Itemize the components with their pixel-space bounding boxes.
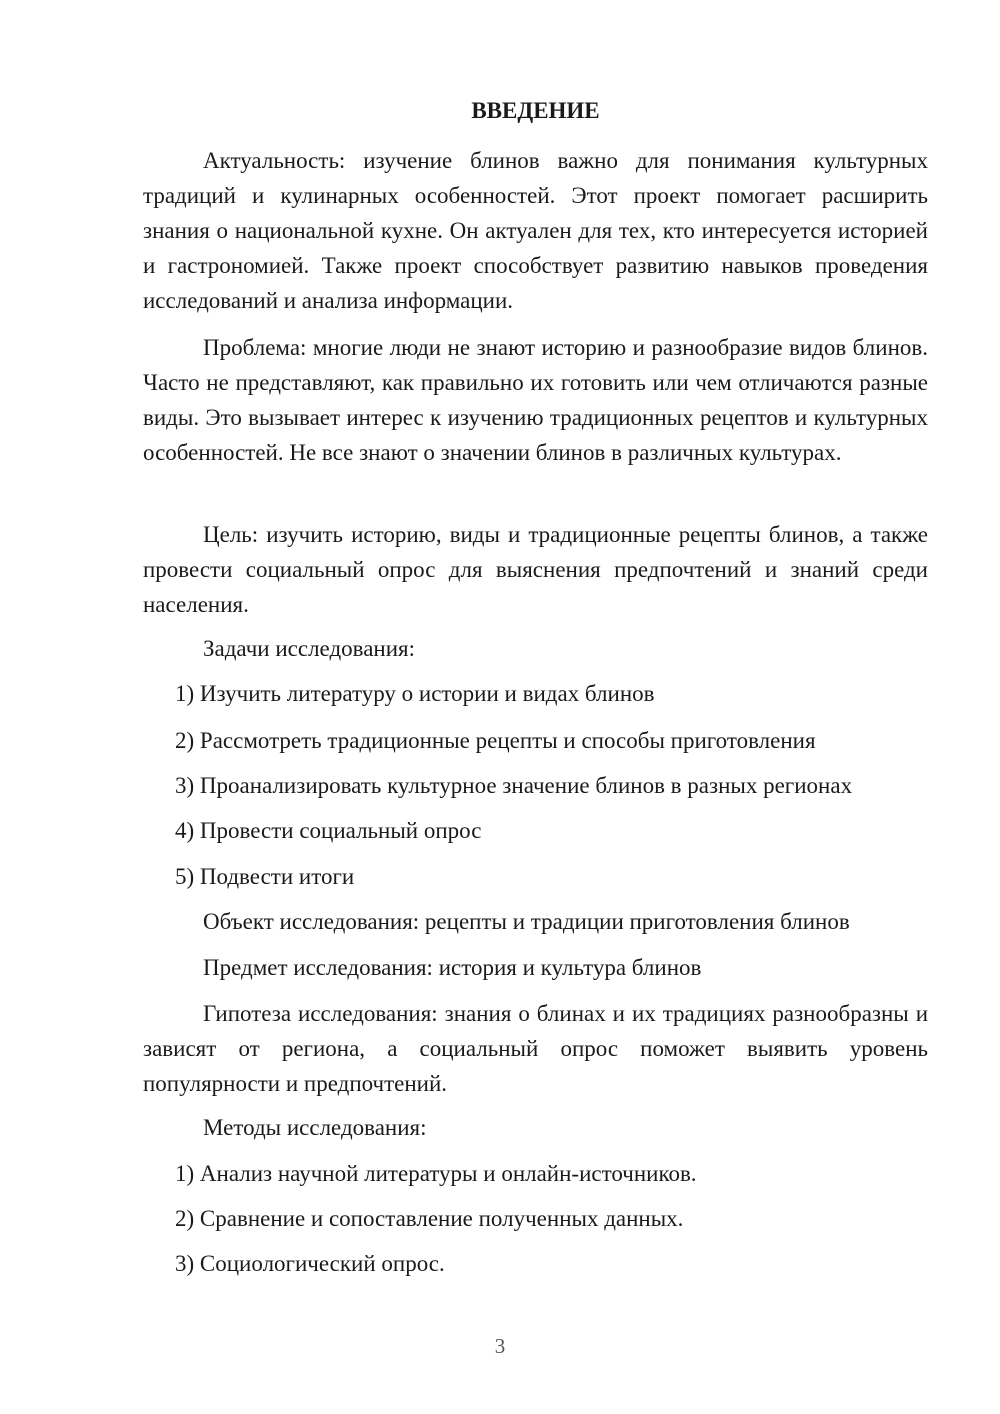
- task-item-2: 2) Рассмотреть традиционные рецепты и способы приготовления: [175, 728, 816, 753]
- task-item-4: 4) Провести социальный опрос: [175, 818, 482, 843]
- page-number: 3: [494, 1334, 506, 1358]
- goal-paragraph: Цель: изучить историю, виды и традиционные рецепты блинов, а также провести социальный опрос для выяснения предпочтений и знаний среди населения.: [143, 522, 928, 617]
- research-subject: Предмет исследования: история и культура блинов: [203, 955, 702, 980]
- relevance-paragraph: Актуальность: изучение блинов важно для понимания культурных традиций и кулинарных особенностей. Этот проект помогает расширить знания о национальной кухне. Он актуален для тех, кто интересуется историей и гастрономией. Также проект способствует развитию навыков проведения исследований и анализа информации.: [143, 148, 928, 313]
- hypothesis-paragraph: Гипотеза исследования: знания о блинах и их традициях разнообразны и зависят от региона, а социальный опрос поможет выявить уровень популярности и предпочтений.: [143, 1001, 928, 1096]
- method-item-2: 2) Сравнение и сопоставление полученных данных.: [175, 1206, 684, 1231]
- methods-label: Методы исследования:: [203, 1115, 427, 1140]
- task-item-5: 5) Подвести итоги: [175, 864, 355, 889]
- method-item-3: 3) Социологический опрос.: [175, 1251, 445, 1276]
- task-item-3: 3) Проанализировать культурное значение блинов в разных регионах: [175, 773, 853, 798]
- problem-paragraph: Проблема: многие люди не знают историю и разнообразие видов блинов. Часто не представляют, как правильно их готовить или чем отличаются разные виды. Это вызывает интерес к изучению традиционных рецептов и культурных особенностей. Не все знают о значении блинов в различных культурах.: [143, 335, 928, 465]
- research-object: Объект исследования: рецепты и традиции приготовления блинов: [203, 909, 850, 934]
- task-item-1: 1) Изучить литературу о истории и видах блинов: [175, 681, 655, 706]
- tasks-label: Задачи исследования:: [203, 636, 416, 661]
- method-item-1: 1) Анализ научной литературы и онлайн-источников.: [175, 1161, 697, 1186]
- section-heading: ВВЕДЕНИЕ: [471, 98, 600, 123]
